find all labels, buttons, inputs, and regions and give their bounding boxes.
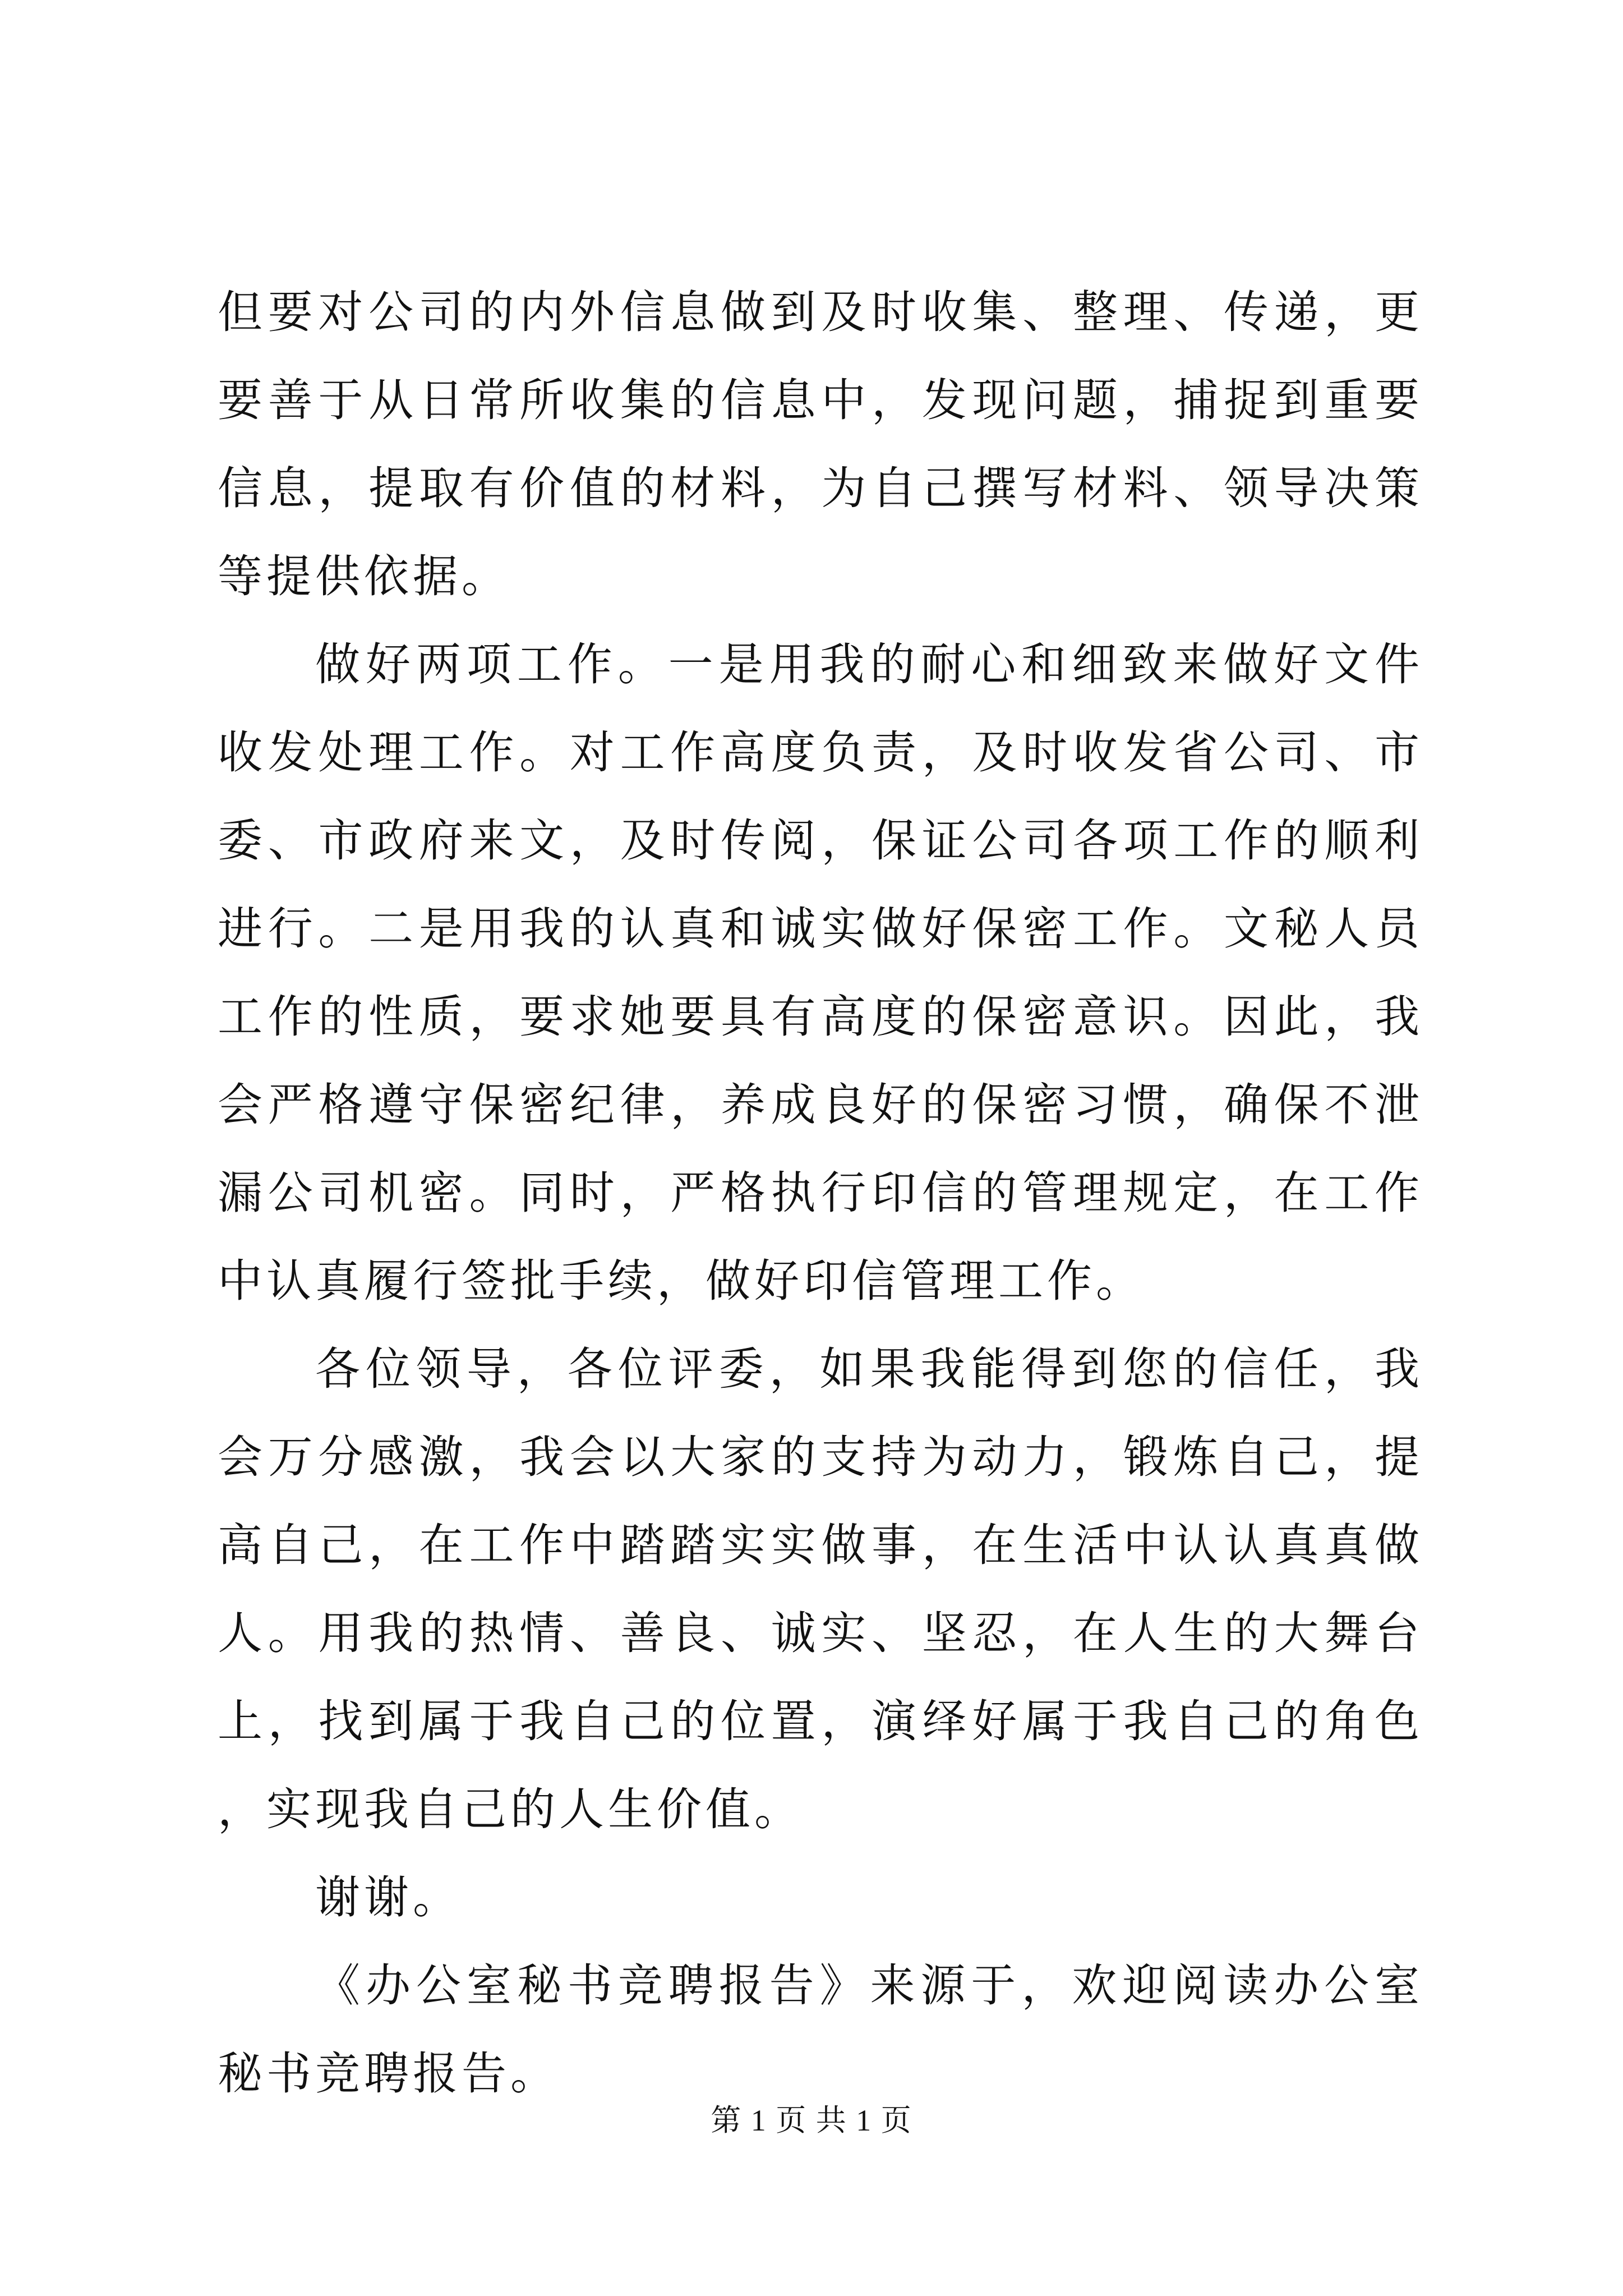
paragraph-closing-statement: 各位领导，各位评委，如果我能得到您的信任，我会万分感激，我会以大家的支持为动力，锻炼自己，提高自己，在工作中踏踏实实做事，在生活中认认真真做人。用我的热情、善良、诚实、坚忍，在人生的大舞台上，找到属于我自己的位置，演绎好属于我自己的角色，实现我自己的人生价值。 [218,1343,1423,1835]
document-body [218,268,1423,2118]
paragraph-thanks: 谢谢。 [315,1871,462,1924]
paragraph-source-note: 《办公室秘书竞聘报告》来源于，欢迎阅读办公室秘书竞聘报告。 [218,1959,1423,2100]
paragraph-two-tasks: 做好两项工作。一是用我的耐心和细致来做好文件收发处理工作。对工作高度负责，及时收发省公司、市委、市政府来文，及时传阅，保证公司各项工作的顺利进行。二是用我的认真和诚实做好保密工作。文秘人员工作的性质，要求她要具有高度的保密意识。因此，我会严格遵守保密纪律，养成良好的保密习惯，确保不泄漏公司机密。同时，严格执行印信的管理规定，在工作中认真履行签批手续，做好印信管理工作。 [218,638,1423,1307]
page-number-footer: 第 1 页 共 1 页 [711,2104,912,2137]
paragraph-info-collection: 但要对公司的内外信息做到及时收集、整理、传递，更要善于从日常所收集的信息中，发现问题，捕捉到重要信息，提取有价值的材料，为自己撰写材料、领导决策等提供依据。 [218,286,1423,602]
